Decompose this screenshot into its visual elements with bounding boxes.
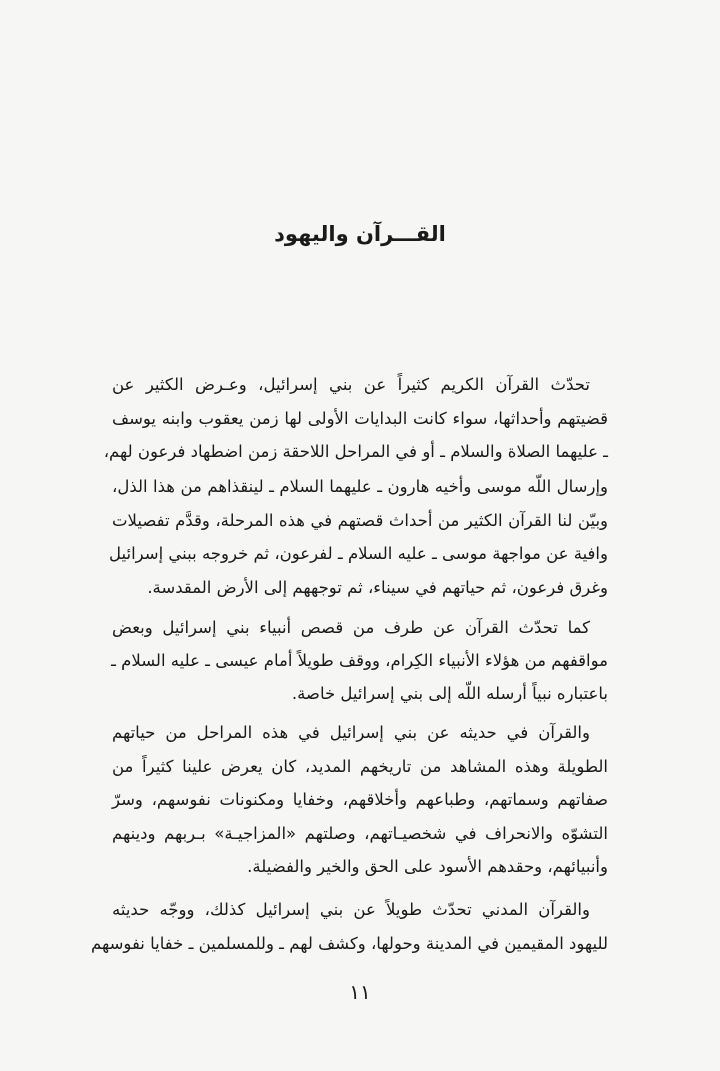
text-line: التشوّه والانحراف في شخصيـاتهم، وصلتهم «المزاجيـة» بـربهم ودينهم: [112, 824, 608, 843]
text-line: مواقفهم من هؤلاء الأنبياء الكِرام، ووقف طويلاً أمام عيسى ـ عليه السلام ـ: [111, 651, 608, 670]
text-line: وأنبيائهم، وحقدهم الأسود على الحق والخير والفضيلة.: [247, 857, 608, 876]
text-line: لليهود المقيمين في المدينة وحولها، وكشف لهم ـ وللمسلمين ـ خفايا نفوسهم: [91, 934, 608, 953]
page-number: ١١: [349, 980, 371, 1004]
text-line: باعتباره نبياً أرسله اللّه إلى بني إسرائيل خاصة.: [291, 684, 608, 703]
text-line: قضيتهم وأحداثها، سواء كانت البدايات الأولى لها زمن يعقوب وابنه يوسف: [112, 409, 608, 428]
text-line: وغرق فرعون، ثم حياتهم في سيناء، ثم توجههم إلى الأرض المقدسة.: [147, 578, 608, 597]
text-line: تحدّث القرآن الكريم كثيراً عن بني إسرائيل، وعـرض الكثير عن: [112, 375, 590, 394]
text-line: ـ عليهما الصلاة والسلام ـ أو في المراحل اللاحقة زمن اضطهاد فرعون لهم،: [103, 442, 608, 461]
text-line: الطويلة وهذه المشاهد من تاريخهم المديد، كان يعرض علينا كثيراً من: [112, 757, 608, 776]
text-line: كما تحدّث القرآن عن طرف من قصص أنبياء بني إسرائيل وبعض: [112, 618, 590, 637]
chapter-title: القـــرآن واليهود: [274, 222, 446, 246]
text-line: صفاتهم وسماتهم، وطباعهم وأخلاقهم، وخفايا ومكنونات نفوسهم، وسرّ: [112, 790, 608, 809]
text-line: وإرسال اللّه موسى وأخيه هارون ـ عليهما السلام ـ لينقذاهم من هذا الذل،: [112, 477, 608, 496]
text-line: وافية عن مواجهة موسى ـ عليه السلام ـ لفرعون، ثم خروجه ببني إسرائيل: [109, 544, 608, 563]
text-line: وبيّن لنا القرآن الكثير من أحداث قصتهم في هذه المرحلة، وقدَّم تفصيلات: [112, 511, 608, 530]
text-line: والقرآن في حديثه عن بني إسرائيل في هذه المراحل من حياتهم: [112, 723, 590, 742]
text-line: والقرآن المدني تحدّث طويلاً عن بني إسرائيل كذلك، ووجّه حديثه: [112, 900, 590, 919]
